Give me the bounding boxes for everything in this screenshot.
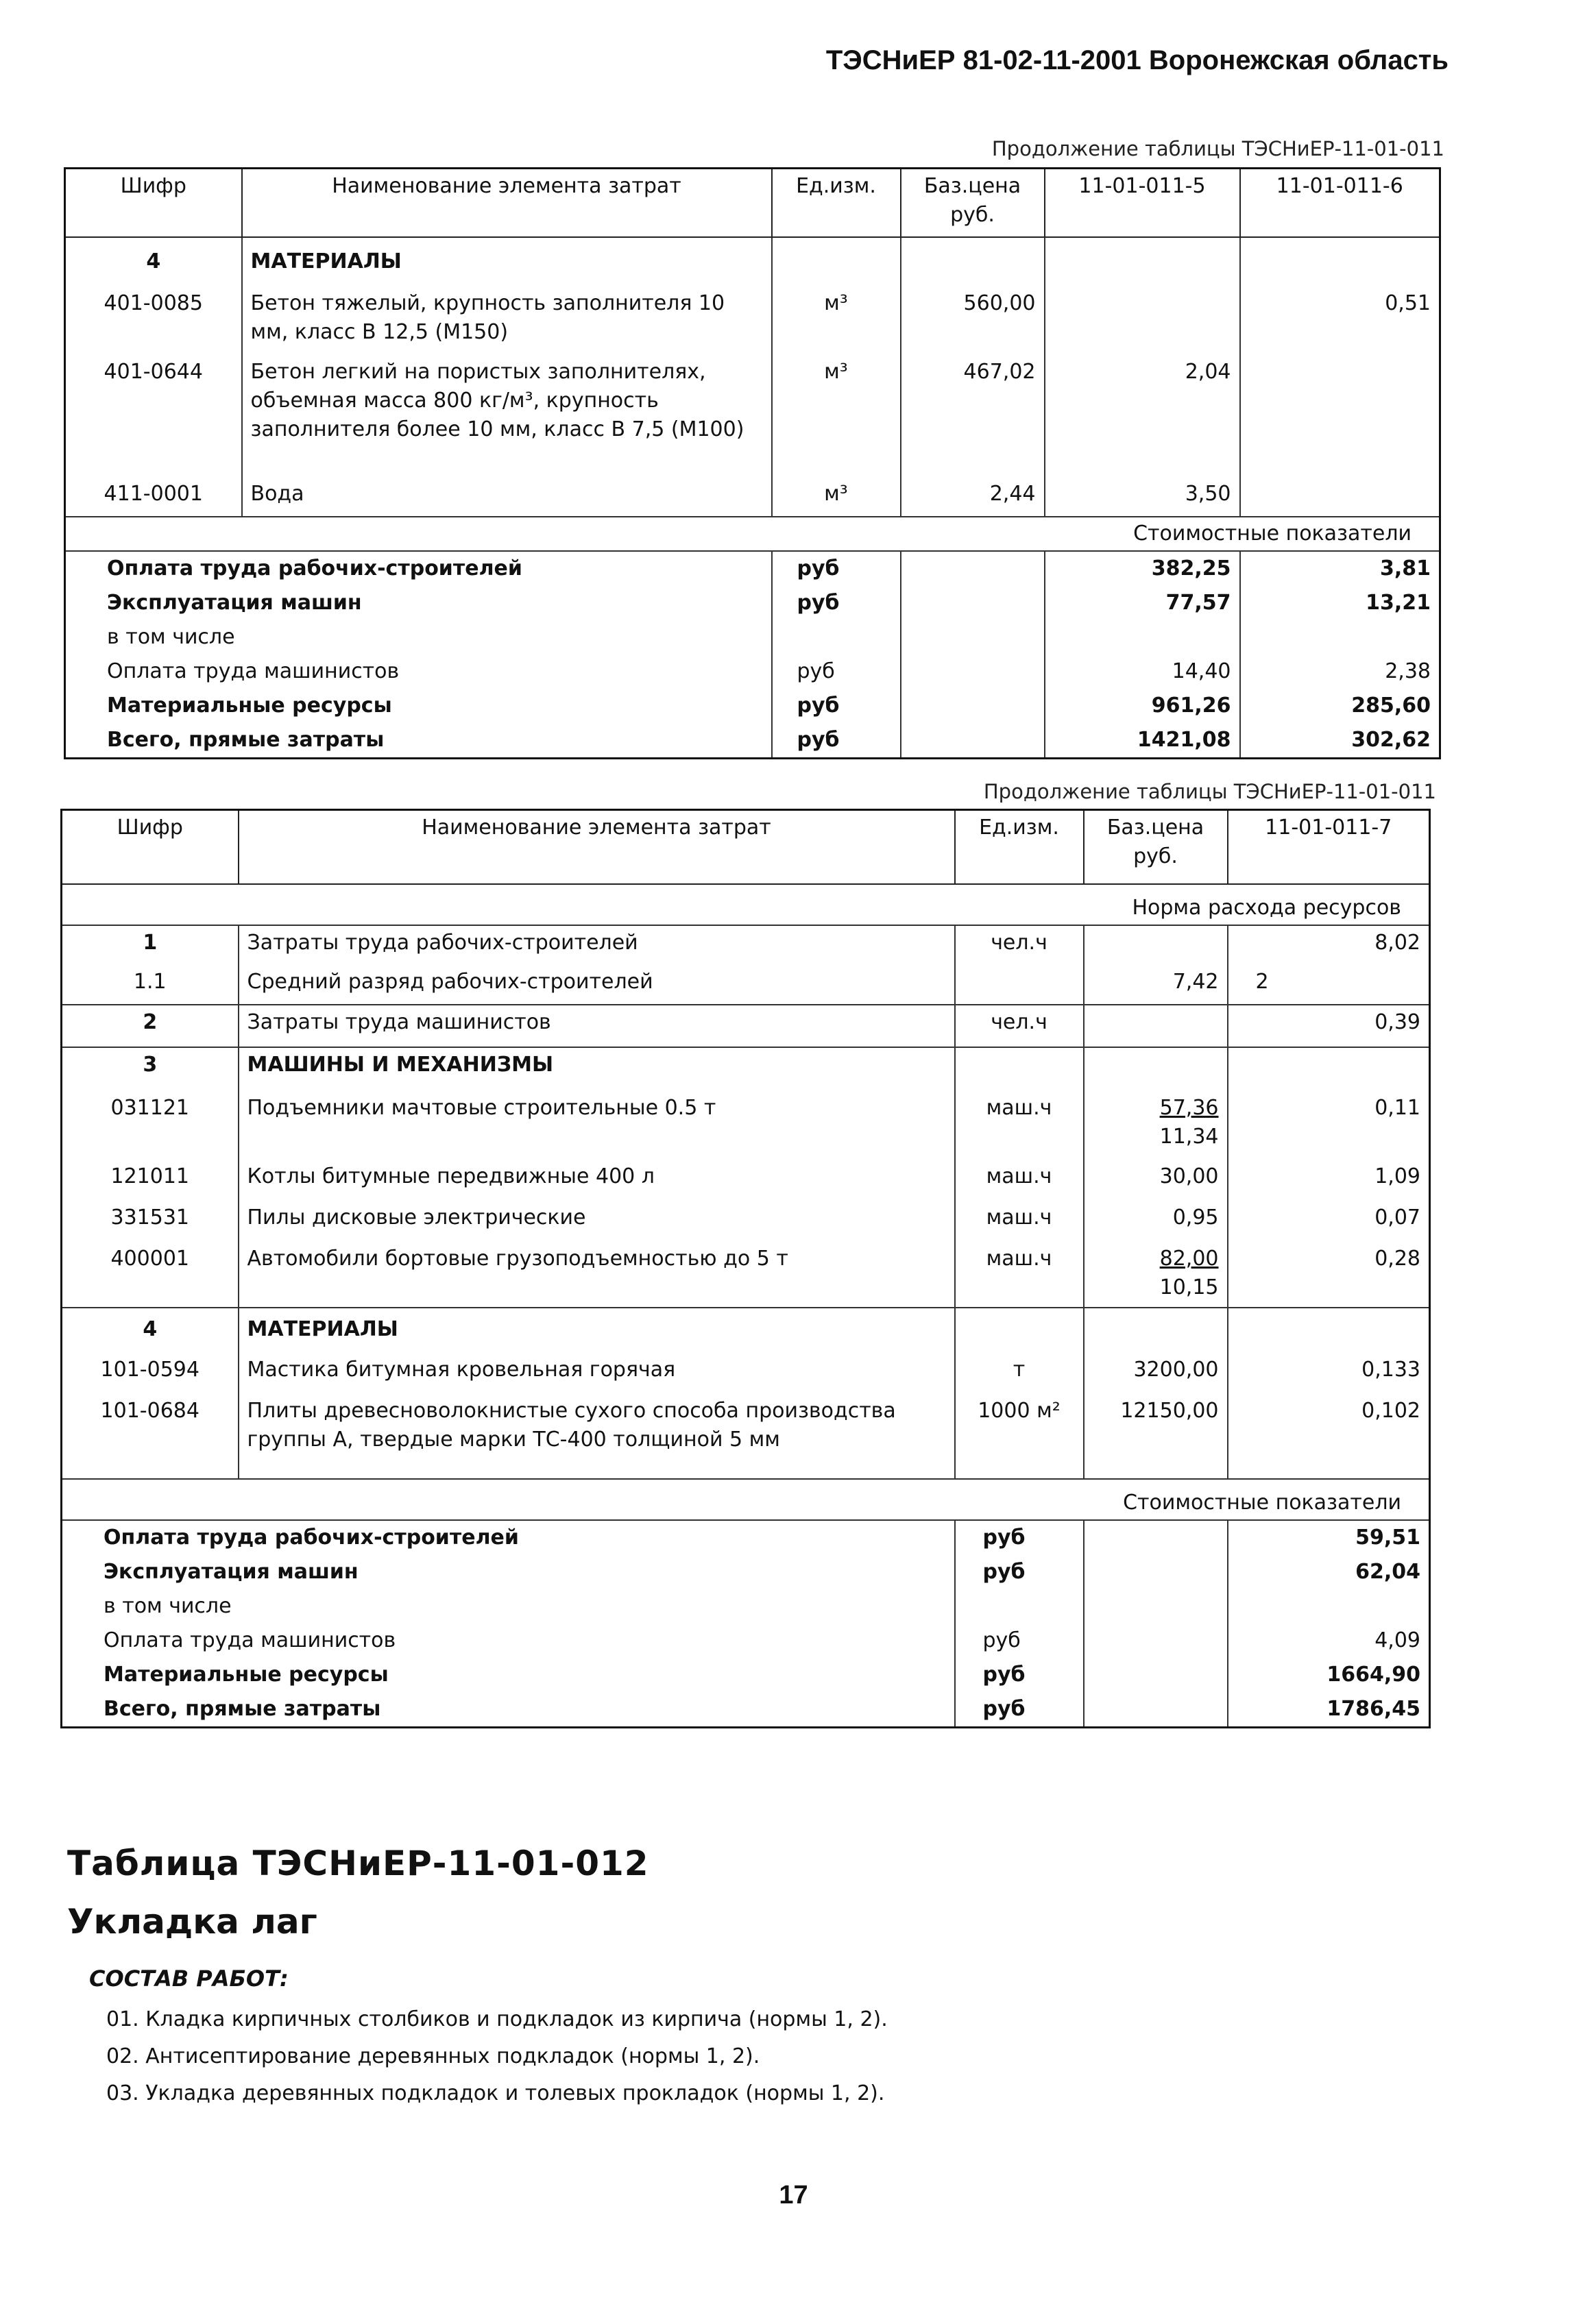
- table2-norm-label: Норма расхода ресурсов: [62, 884, 1430, 925]
- table2-header-unit: Ед.изм.: [955, 810, 1084, 884]
- table-row: Оплата труда машинистов руб 14,40 2,38: [65, 655, 1440, 689]
- table1-section-name: МАТЕРИАЛЫ: [242, 237, 772, 286]
- table-row: 1 Затраты труда рабочих-строителей чел.ч 8,02: [62, 925, 1430, 965]
- table-row: в том числе: [65, 620, 1440, 655]
- table-row: 331531 Пилы дисковые электрические маш.ч 0,95 0,07: [62, 1201, 1430, 1242]
- works-heading: СОСТАВ РАБОТ:: [89, 1966, 289, 1992]
- table2-header-name: Наименование элемента затрат: [239, 810, 955, 884]
- section-title: Таблица ТЭСНиЕР-11-01-012: [67, 1844, 649, 1883]
- table2-section-materials-name: МАТЕРИАЛЫ: [239, 1308, 955, 1353]
- table1-header-name: Наименование элемента затрат: [242, 169, 772, 237]
- table-row: 1.1 Средний разряд рабочих-строителей 7,42 2: [62, 965, 1430, 1005]
- table1: [64, 167, 1441, 759]
- page-number: 17: [779, 2181, 808, 2210]
- table-row: Всего, прямые затраты руб 1786,45: [62, 1692, 1430, 1728]
- table-row: 401-0644 Бетон легкий на пористых заполнителях, объемная масса 800 кг/м³, крупность заполнителя более 10 мм, класс В 7,5 (М100) м³ 467,02 2,04: [65, 355, 1440, 477]
- table-row: 400001 Автомобили бортовые грузоподъемностью до 5 т маш.ч 82,00 10,15 0,28: [62, 1242, 1430, 1308]
- table-row: 401-0085 Бетон тяжелый, крупность заполнителя 10 мм, класс В 12,5 (М150) м³ 560,00 0,51: [65, 286, 1440, 355]
- table2-continuation-caption: Продолжение таблицы ТЭСНиЕР-11-01-011: [983, 780, 1436, 803]
- table1-header-unit: Ед.изм.: [772, 169, 901, 237]
- table2-header-code: Шифр: [62, 810, 239, 884]
- table-row: Материальные ресурсы руб 961,26 285,60: [65, 689, 1440, 723]
- table1-header-col6: 11-01-011-6: [1240, 169, 1440, 237]
- table-row: 101-0684 Плиты древесноволокнистые сухого способа производства группы А, твердые марки ТС-400 толщиной 5 мм 1000 м² 12150,00 0,102: [62, 1394, 1430, 1479]
- table2-section-machines-name: МАШИНЫ И МЕХАНИЗМЫ: [239, 1047, 955, 1091]
- table1-section-code: 4: [146, 249, 161, 273]
- table2-header-price: Баз.цена руб.: [1084, 810, 1228, 884]
- table2-section-materials-code: 4: [62, 1308, 239, 1353]
- table-row: 101-0594 Мастика битумная кровельная горячая т 3200,00 0,133: [62, 1353, 1430, 1394]
- table-row: 411-0001 Вода м³ 2,44 3,50: [65, 477, 1440, 517]
- table-row: 2 Затраты труда машинистов чел.ч 0,39: [62, 1005, 1430, 1047]
- table1-continuation-caption: Продолжение таблицы ТЭСНиЕР-11-01-011: [991, 137, 1444, 160]
- section-subtitle: Укладка лаг: [67, 1902, 317, 1942]
- table-row: Эксплуатация машин руб 62,04: [62, 1555, 1430, 1589]
- list-item: 02. Антисептирование деревянных подкладок (нормы 1, 2).: [106, 2044, 760, 2068]
- list-item: 03. Укладка деревянных подкладок и толевых прокладок (нормы 1, 2).: [106, 2081, 885, 2105]
- table-row: 031121 Подъемники мачтовые строительные 0.5 т маш.ч 57,36 11,34 0,11: [62, 1091, 1430, 1160]
- table-row: в том числе: [62, 1589, 1430, 1624]
- list-item: 01. Кладка кирпичных столбиков и подкладок из кирпича (нормы 1, 2).: [106, 2007, 888, 2031]
- table-row: Оплата труда рабочих-строителей руб 59,51: [62, 1520, 1430, 1555]
- table2-header-col7: 11-01-011-7: [1228, 810, 1430, 884]
- document-header: ТЭСНиЕР 81-02-11-2001 Воронежская область: [825, 45, 1449, 75]
- table-row: Всего, прямые затраты руб 1421,08 302,62: [65, 723, 1440, 759]
- table-row: Эксплуатация машин руб 77,57 13,21: [65, 586, 1440, 620]
- table1-cost-label: Стоимостные показатели: [65, 517, 1440, 551]
- table-row: Материальные ресурсы руб 1664,90: [62, 1658, 1430, 1692]
- table2-section-machines-code: 3: [62, 1047, 239, 1091]
- table1-header-price: Баз.цена руб.: [901, 169, 1045, 237]
- works-list: [106, 2001, 888, 2112]
- table1-header-code: Шифр: [65, 169, 242, 237]
- table-row: 121011 Котлы битумные передвижные 400 л маш.ч 30,00 1,09: [62, 1160, 1430, 1201]
- table1-header-col5: 11-01-011-5: [1045, 169, 1240, 237]
- table-row: Оплата труда машинистов руб 4,09: [62, 1624, 1430, 1658]
- table2: [60, 809, 1431, 1728]
- table2-cost-label: Стоимостные показатели: [62, 1479, 1430, 1520]
- table-row: Оплата труда рабочих-строителей руб 382,25 3,81: [65, 551, 1440, 586]
